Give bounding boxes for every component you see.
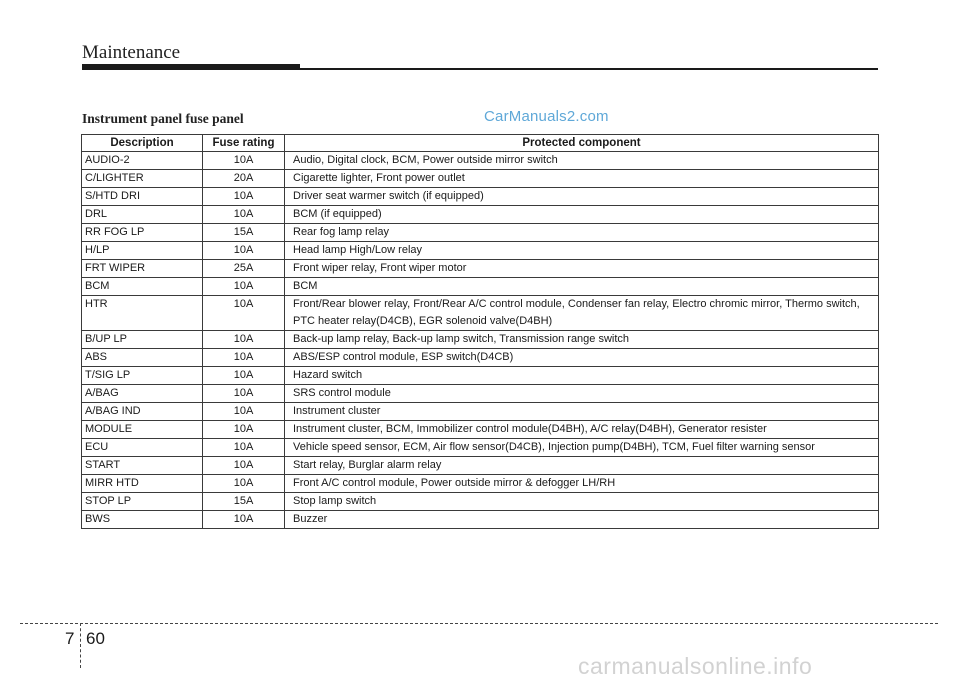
cell-fuse-rating: 10A (203, 242, 285, 260)
cell-protected-component: Instrument cluster, BCM, Immobilizer control module(D4BH), A/C relay(D4BH), Generator resister (285, 421, 879, 439)
cell-protected-component: ABS/ESP control module, ESP switch(D4CB) (285, 349, 879, 367)
cell-protected-component: Stop lamp switch (285, 493, 879, 511)
cell-fuse-rating: 10A (203, 457, 285, 475)
cell-protected-component: Head lamp High/Low relay (285, 242, 879, 260)
table-row (82, 367, 879, 385)
table-row (82, 242, 879, 260)
cell-fuse-rating: 10A (203, 511, 285, 529)
cell-description: MODULE (82, 421, 203, 439)
cell-protected-component: BCM (285, 278, 879, 296)
cell-description: S/HTD DRI (82, 188, 203, 206)
cell-description: AUDIO-2 (82, 152, 203, 170)
cell-fuse-rating: 10A (203, 278, 285, 296)
cell-protected-component: Front/Rear blower relay, Front/Rear A/C control module, Condenser fan relay, Electro chromic mirror, Thermo switch, PTC heater relay(D4CB), EGR solenoid valve(D4BH) (285, 296, 879, 331)
table-row (82, 385, 879, 403)
page-header-title: Maintenance (82, 42, 181, 63)
cell-description: FRT WIPER (82, 260, 203, 278)
table-row (82, 403, 879, 421)
cell-fuse-rating: 10A (203, 206, 285, 224)
header-rule-thin (300, 68, 878, 70)
cell-description: RR FOG LP (82, 224, 203, 242)
cell-fuse-rating: 15A (203, 493, 285, 511)
table-row (82, 224, 879, 242)
watermark-bottom: carmanualsonline.info (578, 653, 813, 679)
column-header-fuse-rating: Fuse rating (203, 135, 285, 152)
table-row (82, 349, 879, 367)
cell-protected-component: Start relay, Burglar alarm relay (285, 457, 879, 475)
cell-fuse-rating: 10A (203, 475, 285, 493)
cell-fuse-rating: 20A (203, 170, 285, 188)
cell-fuse-rating: 10A (203, 331, 285, 349)
chapter-number: 7 (65, 629, 75, 648)
table-row (82, 188, 879, 206)
table-row (82, 206, 879, 224)
cell-protected-component: Front A/C control module, Power outside mirror & defogger LH/RH (285, 475, 879, 493)
cell-protected-component: Instrument cluster (285, 403, 879, 421)
cell-protected-component: Vehicle speed sensor, ECM, Air flow sensor(D4CB), Injection pump(D4BH), TCM, Fuel filter warning sensor (285, 439, 879, 457)
cell-protected-component: Driver seat warmer switch (if equipped) (285, 188, 879, 206)
cell-fuse-rating: 10A (203, 152, 285, 170)
cell-protected-component: Audio, Digital clock, BCM, Power outside mirror switch (285, 152, 879, 170)
fuse-table-body (82, 152, 879, 529)
cell-fuse-rating: 10A (203, 403, 285, 421)
table-row (82, 170, 879, 188)
cell-fuse-rating: 10A (203, 421, 285, 439)
cell-protected-component: Back-up lamp relay, Back-up lamp switch, Transmission range switch (285, 331, 879, 349)
cell-protected-component: SRS control module (285, 385, 879, 403)
table-row (82, 493, 879, 511)
cell-description: BWS (82, 511, 203, 529)
cell-protected-component: Cigarette lighter, Front power outlet (285, 170, 879, 188)
cell-fuse-rating: 10A (203, 296, 285, 331)
footer-rule (20, 623, 938, 624)
cell-description: DRL (82, 206, 203, 224)
column-header-protected-component: Protected component (285, 135, 879, 152)
cell-description: C/LIGHTER (82, 170, 203, 188)
watermark-top: CarManuals2.com (484, 108, 609, 125)
cell-fuse-rating: 15A (203, 224, 285, 242)
cell-fuse-rating: 25A (203, 260, 285, 278)
table-row (82, 457, 879, 475)
cell-fuse-rating: 10A (203, 439, 285, 457)
cell-description: MIRR HTD (82, 475, 203, 493)
fuse-table (81, 134, 879, 529)
column-header-description: Description (82, 135, 203, 152)
cell-fuse-rating: 10A (203, 188, 285, 206)
cell-fuse-rating: 10A (203, 349, 285, 367)
cell-description: T/SIG LP (82, 367, 203, 385)
cell-fuse-rating: 10A (203, 385, 285, 403)
cell-protected-component: BCM (if equipped) (285, 206, 879, 224)
page-number: 60 (86, 629, 105, 648)
cell-protected-component: Front wiper relay, Front wiper motor (285, 260, 879, 278)
cell-description: BCM (82, 278, 203, 296)
cell-description: STOP LP (82, 493, 203, 511)
cell-protected-component: Hazard switch (285, 367, 879, 385)
cell-protected-component: Buzzer (285, 511, 879, 529)
cell-description: ABS (82, 349, 203, 367)
cell-description: B/UP LP (82, 331, 203, 349)
cell-description: H/LP (82, 242, 203, 260)
table-row (82, 439, 879, 457)
table-row (82, 331, 879, 349)
table-header-row (82, 135, 879, 152)
cell-description: ECU (82, 439, 203, 457)
cell-description: A/BAG IND (82, 403, 203, 421)
table-row (82, 278, 879, 296)
table-row (82, 511, 879, 529)
header-rule-thick (82, 64, 300, 70)
cell-description: HTR (82, 296, 203, 331)
table-row (82, 421, 879, 439)
footer-divider (80, 623, 81, 668)
table-row (82, 296, 879, 331)
table-row (82, 260, 879, 278)
cell-protected-component: Rear fog lamp relay (285, 224, 879, 242)
table-row (82, 475, 879, 493)
cell-fuse-rating: 10A (203, 367, 285, 385)
cell-description: A/BAG (82, 385, 203, 403)
table-row (82, 152, 879, 170)
cell-description: START (82, 457, 203, 475)
section-title: Instrument panel fuse panel (82, 111, 244, 126)
